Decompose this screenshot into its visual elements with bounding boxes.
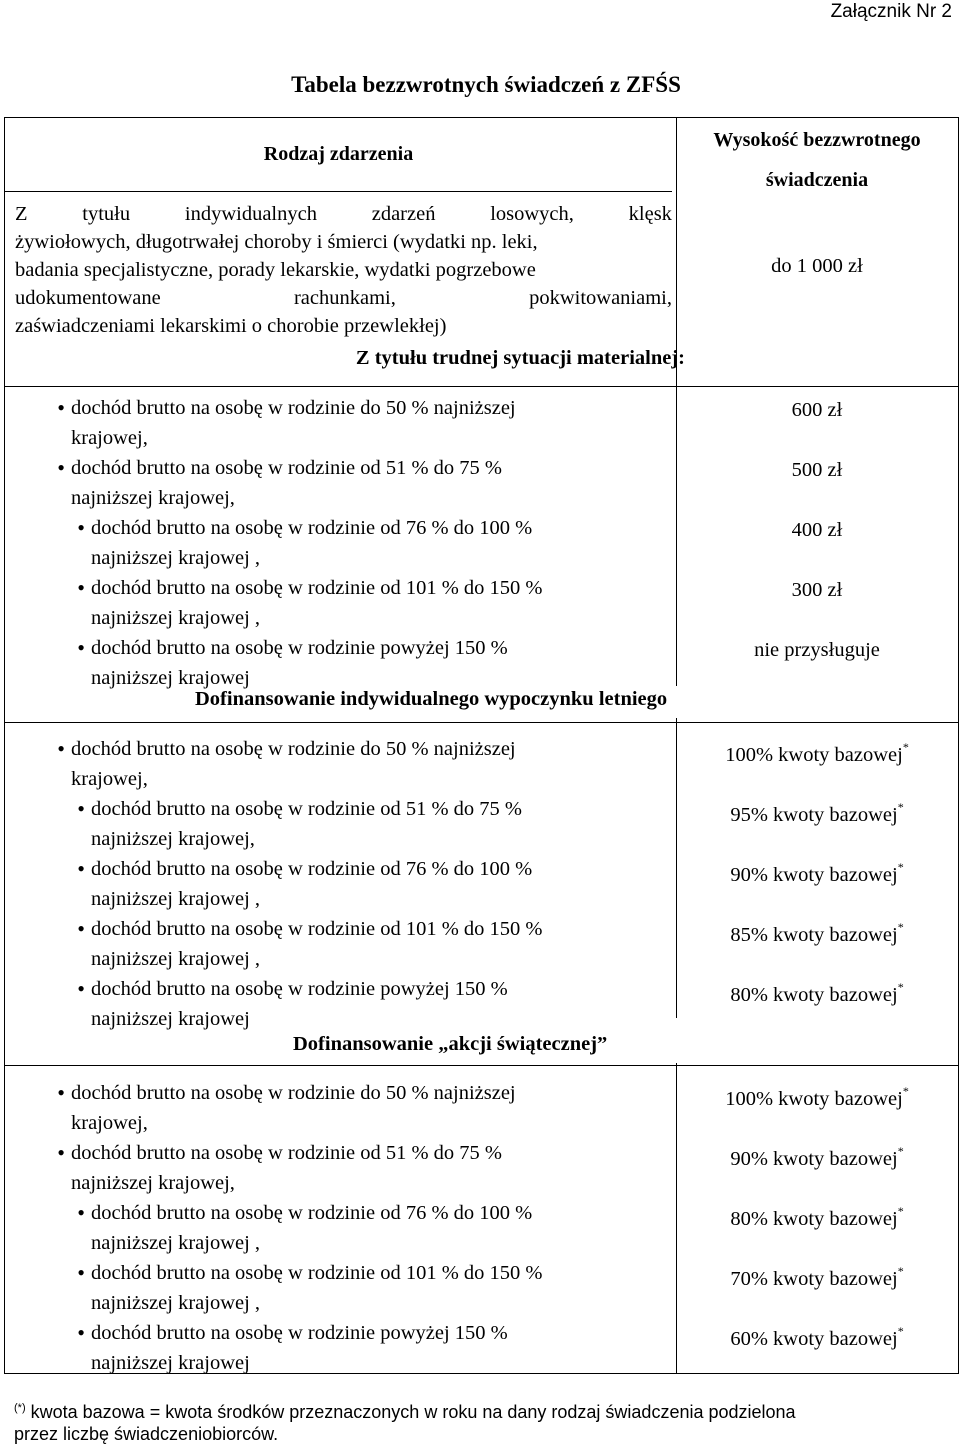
criterion-line-1: dochód brutto na osobę w rodzinie do 50 % najniższej — [71, 397, 516, 419]
word: klęsk — [628, 203, 672, 225]
criterion-line-1: dochód brutto na osobę w rodzinie od 51 % do 75 % — [71, 1142, 502, 1164]
footnote-marker: * — [897, 1264, 904, 1278]
footnote-line-1-text — [14, 1397, 796, 1423]
individual-line-4 — [15, 284, 672, 312]
vacation-benefit-value — [677, 742, 957, 767]
row-divider — [5, 386, 958, 387]
vacation-criterion-item — [57, 734, 516, 794]
footnote-marker: * — [902, 740, 909, 754]
criterion-line-1: dochód brutto na osobę w rodzinie do 50 % najniższej — [71, 738, 516, 760]
document-title: Tabela bezzwrotnych świadczeń z ZFŚS — [291, 72, 681, 97]
word: pokwitowaniami, — [529, 287, 672, 309]
bullet-icon: • — [77, 856, 85, 881]
holiday-criterion-item — [77, 1198, 533, 1258]
vacation-benefit-value — [677, 922, 957, 947]
word: rachunkami, — [293, 287, 396, 309]
individual-line-1 — [15, 200, 672, 228]
word: tytułu — [82, 203, 131, 225]
bullet-icon: • — [77, 796, 85, 821]
criterion-line-2: najniższej krajowej — [91, 1352, 250, 1374]
bullet-icon: • — [57, 1080, 65, 1105]
individual-line-2: żywiołowych, długotrwałej choroby i śmierci (wydatki np. leki, — [15, 231, 538, 253]
benefit-value-text: 85% kwoty bazowej — [730, 923, 898, 946]
material-benefit-value — [677, 639, 957, 662]
header-event-type: Rodzaj zdarzenia — [263, 143, 414, 165]
criterion-line-1: dochód brutto na osobę w rodzinie od 76 % do 100 % — [91, 517, 533, 539]
footnote-line-2: przez liczbę świadczeniobiorców. — [14, 1424, 279, 1444]
criterion-line-2: krajowej, — [71, 427, 148, 449]
criterion-line-2: najniższej krajowej , — [91, 547, 261, 569]
word: losowych, — [490, 203, 574, 225]
bullet-icon: • — [77, 976, 85, 1001]
header-benefit-amount — [677, 120, 957, 200]
footnote-marker: * — [897, 980, 904, 994]
holiday-criterion-item — [57, 1078, 516, 1138]
bullet-icon: • — [77, 1320, 85, 1345]
criterion-line-1: dochód brutto na osobę w rodzinie powyżej 150 % — [91, 978, 508, 1000]
material-benefit-value — [677, 579, 957, 602]
bullet-icon: • — [77, 635, 85, 660]
header-benefit-amount-line2: świadczenia — [765, 169, 869, 191]
criterion-line-2: krajowej, — [71, 1112, 148, 1134]
individual-amount: do 1 000 zł — [771, 255, 863, 277]
footnote-marker: * — [897, 920, 904, 934]
criterion-line-1: dochód brutto na osobę w rodzinie od 51 % do 75 % — [91, 798, 522, 820]
footnote-line-1 — [14, 1397, 958, 1423]
material-criterion-item — [57, 393, 516, 453]
row-divider — [5, 191, 672, 192]
criterion-line-1: dochód brutto na osobę w rodzinie od 101 % do 150 % — [91, 918, 543, 940]
vacation-heading: Dofinansowanie indywidualnego wypoczynku letniego — [195, 688, 668, 710]
holiday-benefit-value — [677, 1086, 957, 1111]
holiday-benefit-value — [677, 1146, 957, 1171]
footnote-marker: * — [897, 1144, 904, 1158]
bullet-icon: • — [77, 916, 85, 941]
criterion-line-2: najniższej krajowej , — [91, 1292, 261, 1314]
material-criterion-item — [57, 453, 502, 513]
benefit-value-text: 100% kwoty bazowej — [725, 743, 903, 766]
criterion-line-2: najniższej krajowej, — [71, 487, 235, 509]
criterion-line-1: dochód brutto na osobę w rodzinie od 101 % do 150 % — [91, 1262, 543, 1284]
criterion-line-1: dochód brutto na osobę w rodzinie od 76 % do 100 % — [91, 858, 533, 880]
bullet-icon: • — [57, 736, 65, 761]
bullet-icon: • — [57, 455, 65, 480]
footnote-marker: * — [902, 1084, 909, 1098]
row-divider — [5, 722, 958, 723]
holiday-benefit-value — [677, 1266, 957, 1291]
criterion-line-1: dochód brutto na osobę w rodzinie powyżej 150 % — [91, 1322, 508, 1344]
benefit-value-text: 90% kwoty bazowej — [730, 1147, 898, 1170]
benefit-value-text: 80% kwoty bazowej — [730, 983, 898, 1006]
word: zdarzeń — [371, 203, 436, 225]
row-divider — [5, 1065, 958, 1066]
benefit-value-text: 70% kwoty bazowej — [730, 1267, 898, 1290]
bullet-icon: • — [57, 1140, 65, 1165]
material-benefit-value — [677, 519, 957, 542]
benefit-value-text: 100% kwoty bazowej — [725, 1087, 903, 1110]
individual-events-text — [15, 200, 672, 340]
individual-line-5: zaświadczeniami lekarskimi o chorobie przewlekłej) — [15, 315, 447, 337]
material-criterion-item — [77, 513, 533, 573]
benefit-value-text: 90% kwoty bazowej — [730, 863, 898, 886]
header-benefit-amount-line1: Wysokość bezzwrotnego — [713, 129, 921, 151]
holiday-benefit-value — [677, 1326, 957, 1351]
bullet-icon: • — [57, 395, 65, 420]
criterion-line-1: dochód brutto na osobę w rodzinie od 51 % do 75 % — [71, 457, 502, 479]
footnote-marker: * — [897, 860, 904, 874]
material-heading-text: Z tytułu trudnej sytuacji materialnej: — [355, 347, 685, 369]
criterion-line-1: dochód brutto na osobę w rodzinie powyżej 150 % — [91, 637, 508, 659]
footnote-marker: (*) — [14, 1402, 26, 1414]
holiday-criterion-item — [57, 1138, 502, 1198]
holiday-criterion-item — [77, 1258, 543, 1318]
vacation-criterion-item — [77, 854, 533, 914]
benefit-value-text: 600 zł — [791, 399, 843, 421]
material-criterion-item — [77, 633, 508, 693]
footnote-marker: * — [897, 1204, 904, 1218]
bullet-icon: • — [77, 575, 85, 600]
benefits-table — [4, 117, 959, 1374]
material-benefit-value — [677, 399, 957, 422]
vacation-benefit-value — [677, 802, 957, 827]
vacation-benefit-value — [677, 982, 957, 1007]
criterion-line-1: dochód brutto na osobę w rodzinie od 101 % do 150 % — [91, 577, 543, 599]
material-heading — [5, 344, 685, 372]
criterion-line-2: krajowej, — [71, 768, 148, 790]
bullet-icon: • — [77, 1200, 85, 1225]
benefit-value-text: 500 zł — [791, 459, 843, 481]
vacation-criterion-item — [77, 794, 522, 854]
vacation-benefit-value — [677, 862, 957, 887]
holiday-benefit-value — [677, 1206, 957, 1231]
criterion-line-2: najniższej krajowej , — [91, 948, 261, 970]
word: udokumentowane — [15, 287, 161, 309]
footnote-marker: * — [897, 1324, 904, 1338]
holiday-criterion-item — [77, 1318, 508, 1378]
footnote — [14, 1397, 958, 1445]
criterion-line-2: najniższej krajowej, — [91, 828, 255, 850]
benefit-value-text: 60% kwoty bazowej — [730, 1327, 898, 1350]
vacation-criterion-item — [77, 974, 508, 1034]
benefit-value-text: 400 zł — [791, 519, 843, 541]
word: Z — [15, 203, 28, 225]
criterion-line-2: najniższej krajowej, — [71, 1172, 235, 1194]
vacation-criterion-item — [77, 914, 543, 974]
word: indywidualnych — [184, 203, 317, 225]
criterion-line-1: dochód brutto na osobę w rodzinie od 76 % do 100 % — [91, 1202, 533, 1224]
holiday-heading: Dofinansowanie „akcji świątecznej” — [293, 1033, 608, 1055]
criterion-line-2: najniższej krajowej , — [91, 888, 261, 910]
criterion-line-2: najniższej krajowej , — [91, 607, 261, 629]
criterion-line-2: najniższej krajowej — [91, 1008, 250, 1030]
material-criterion-item — [77, 573, 543, 633]
benefit-value-text: 95% kwoty bazowej — [730, 803, 898, 826]
criterion-line-2: najniższej krajowej — [91, 667, 250, 689]
footnote-marker: * — [897, 800, 904, 814]
footnote-line-1-content: kwota bazowa = kwota środków przeznaczonych w roku na dany rodzaj świadczenia podzielona — [30, 1402, 796, 1422]
benefit-value-text: nie przysługuje — [754, 639, 880, 661]
criterion-line-1: dochód brutto na osobę w rodzinie do 50 % najniższej — [71, 1082, 516, 1104]
material-benefit-value — [677, 459, 957, 482]
benefit-value-text: 80% kwoty bazowej — [730, 1207, 898, 1230]
individual-line-3: badania specjalistyczne, porady lekarskie, wydatki pogrzebowe — [15, 259, 536, 281]
bullet-icon: • — [77, 1260, 85, 1285]
benefit-value-text: 300 zł — [791, 579, 843, 601]
attachment-label: Załącznik Nr 2 — [830, 1, 952, 22]
criterion-line-2: najniższej krajowej , — [91, 1232, 261, 1254]
bullet-icon: • — [77, 515, 85, 540]
